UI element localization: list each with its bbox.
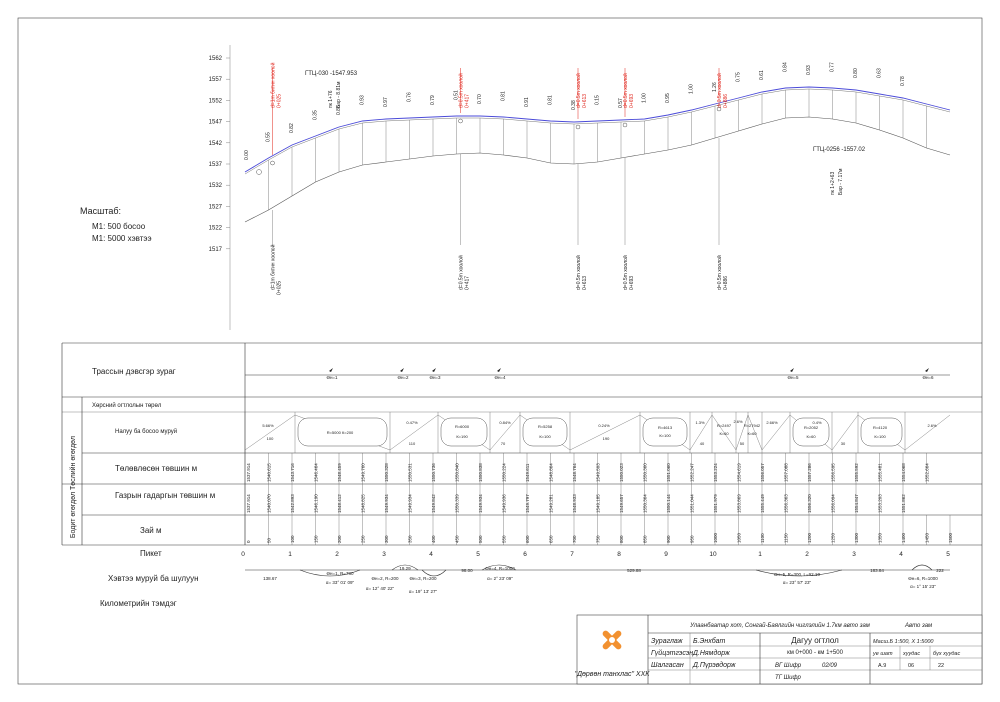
distance-value: 600 [525,535,530,543]
route-direction-mark [925,368,929,372]
distance-value: 300 [384,535,389,543]
distance-value: 150 [313,535,319,543]
logo-center [609,637,615,643]
ground-elevation-value: 1549.842 [431,494,436,513]
depth-label: 0.93 [359,95,366,105]
culvert-station-top: 0+025 [276,93,283,108]
design-elevation-value: 1557.286 [807,463,812,482]
elevation-tick-label: 1517 [208,246,222,253]
distance-value: 1350 [877,532,883,543]
ground-elevation-value: 1549.934 [478,494,483,513]
route-direction-mark [790,368,794,372]
design-elevation-row [245,453,930,484]
slope-value: R=5000 К=200 [326,430,354,435]
sheet-frame [18,18,982,684]
culvert-pipe [576,125,580,129]
row-label-curves: Хэвтээ муруй ба шулуун [108,574,199,583]
ground-elevation-value: 1549.797 [525,494,530,513]
vertical-curve [861,418,902,446]
ground-elevation-value: 1550.339 [454,494,460,513]
slope-value: R=6000 [454,424,470,429]
route-direction-mark [432,368,436,372]
sheet-label-2: ТГ Шифр [775,675,801,681]
design-elevation-value: 1548.764 [572,463,577,482]
elevation-tick-label: 1562 [208,56,222,62]
ground-elevation-value: 1548.825 [360,494,366,513]
slope-value: 5.66% [262,423,274,428]
distance-value: 1450 [924,532,930,543]
culvert-label-bottom: d=0.5m хоолой [458,255,465,290]
picket-label: 10 [709,551,717,558]
benchmark-1: ГТЦ-030 -1547.953 [305,71,358,77]
depth-label: 0.78 [900,76,906,86]
slope-value: 2.6% [733,419,743,424]
elevation-tick-label: 1522 [208,225,222,232]
slope-value: R=5258 [537,424,553,429]
depth-label: 0.82 [289,123,295,133]
scale-text: Масш.Б 1:500, Х 1:5000 [873,639,934,645]
ground-elevation-value: 1550.144 [666,494,671,513]
slope-value: К=60 [806,434,816,439]
culvert-label-top: d=0.5m хоолой [576,73,582,108]
design-elevation-value: 1550.224 [501,463,507,482]
distance-value: 950 [689,535,695,543]
ground-elevation-value: 1548.412 [337,494,342,513]
design-elevation-value: 1550.360 [642,463,648,482]
picket-label: 1 [288,551,292,558]
depth-label: 0.81 [547,95,554,105]
slope-value: 30 [840,441,846,446]
scale-vertical: М1: 500 босоо [92,222,146,231]
distance-value: 1000 [713,532,718,543]
route-mark-label: Өн=5 [787,375,799,380]
slope-value: 0.47% [406,420,418,425]
col-val-3: 22 [938,663,945,669]
distance-value: 400 [431,535,436,543]
elevation-tick-label: 1532 [208,183,222,190]
curve-text: 183.84 [870,568,884,573]
vertical-curve [643,418,687,446]
curve-text: Өн=5, R=300, L=92.10 [774,572,820,577]
slope-value: К=100 [659,433,671,438]
distance-value: 1250 [830,532,836,543]
slope-diagonal [245,415,295,450]
title-block [575,615,982,684]
name-1: Б.Энхбат [693,638,726,645]
row-label-slope: Налуу ба босоо муруй [115,429,178,435]
slope-value: К=190 [456,434,468,439]
route-mark-label: Өн=2 [397,375,409,380]
culvert-label-bottom: d=0.5m хоолой [623,255,629,290]
vertical-curve [523,418,567,446]
distance-value: 1050 [736,532,742,543]
picket-label: 9 [664,551,668,558]
distance-value: 800 [619,535,624,543]
ground-elevation-value: 1542.893 [290,494,295,513]
depth-label: 0.76 [406,92,413,102]
peg-label-2b: Бар - 7.17м [838,168,844,195]
group-label-design: Төслийн өгөгдөл [70,435,77,491]
picket-label: 3 [382,551,386,558]
culvert-label-top: d=0.5m хоолой [458,73,465,108]
distance-value: 1200 [807,532,812,543]
design-elevation-value: 1550.736 [431,463,436,482]
depth-label: 0.00 [244,150,250,160]
curve-text: Өн=6, R=1000 [908,576,938,581]
ground-elevation-value: 1556.363 [783,494,789,513]
group-label-base: Бодит өгөгдөл [70,491,77,539]
design-elevation-value: 1552.664 [924,463,930,482]
vertical-curve [441,418,487,446]
depth-label: 0.55 [265,132,272,142]
horizontal-curve [912,565,932,570]
design-elevation-value: 1550.838 [478,463,483,482]
slope-value: R=27942 [743,423,761,428]
ground-elevation-value: 1555.449 [760,494,765,513]
design-elevation-value: 1549.760 [360,463,366,482]
name-3: Д.Пүрэвдорж [693,662,736,669]
curve-text: 529.88 [627,568,641,573]
culvert-station-bottom: 0+886 [723,275,729,290]
benchmark-2: ГТЦ-0256 -1557.02 [813,147,866,153]
depth-label: 0.57 [618,98,624,108]
distance-value: 900 [666,535,671,543]
design-elevation-value: 1554.619 [736,463,742,482]
picket-label: 5 [476,551,480,558]
distance-row [245,515,953,545]
distance-value: 1500 [948,532,953,543]
slope-value: 0.4% [812,420,822,425]
design-elevation-value: 1555.592 [854,463,859,482]
depth-label: 0.77 [829,62,836,72]
curve-text: Өн=1, R=780 [326,571,354,576]
distance-value: 550 [501,535,507,543]
depth-label: 0.86 [336,105,342,115]
culvert-label-top: d=0.5m хоолой [717,73,723,108]
depth-label: 0.75 [735,72,742,82]
picket-label: 1 [758,551,762,558]
col-head-1: уе шат [873,651,893,657]
slope-diagonal [905,415,950,450]
role-3: Шалгасан [651,662,684,669]
depth-label: 0.79 [430,95,436,105]
elevation-tick-label: 1542 [208,140,222,147]
distance-value: 500 [478,535,483,543]
elevation-tick-label: 1537 [208,162,222,168]
ground-elevation-value: 1549.281 [548,494,554,513]
distance-value: 650 [548,535,554,543]
slope-value: 100 [266,436,274,441]
profile-drawing [244,62,950,295]
distance-value: 50 [266,537,272,543]
picket-label: 7 [570,551,574,558]
distance-value: 1400 [901,532,906,543]
col-val-2: 06 [908,663,915,669]
picket-label: 8 [617,551,621,558]
depth-label: 0.84 [782,62,789,72]
design-elevation-value: 1550.531 [407,463,413,482]
ground-elevation-value: 1551.862 [901,494,906,513]
depth-label: 0.95 [665,93,671,103]
route-direction-mark [497,368,501,372]
ground-elevation-value: 1549.936 [501,494,507,513]
slope-value: 70 [500,441,506,446]
depth-label: 0.80 [853,68,859,78]
culvert-station-top: 0+693 [629,93,635,108]
ground-elevation-value: 1537.914 [246,494,251,513]
culvert-station-bottom: 0+693 [629,275,635,290]
distance-value: 1300 [854,532,859,543]
picket-row [241,551,950,558]
culvert-pipe [271,161,275,165]
slope-value: К=100 [539,434,551,439]
distance-value: 1150 [783,533,789,543]
design-elevation-value: 1552.247 [689,463,695,482]
picket-label: 5 [946,551,950,558]
curve-text: 138.67 [263,576,277,581]
distance-value: 700 [572,535,577,543]
curve-text: α= 2° 23' 09" [487,576,513,581]
row-label-distance: Зай м [140,526,162,535]
ground-elevation-value: 1553.869 [736,494,742,513]
distance-value: 450 [454,535,460,543]
slope-value: К=60 [747,431,757,436]
ground-elevation-value: 1550.364 [642,494,648,513]
distance-value: 100 [290,535,295,543]
design-elevation-value: 1540.615 [266,463,272,482]
culvert-label-bottom: d=0.5m хоолой [576,255,582,290]
design-elevation-value: 1549.503 [595,463,601,482]
ground-elevation-value: 1549.657 [619,494,624,513]
culvert-pipe [623,123,627,127]
picket-label: 4 [429,551,433,558]
elevation-tick-label: 1552 [208,98,222,105]
slope-value: 0.24% [598,423,610,428]
slope-diagonal [570,415,640,450]
curve-row [245,565,950,594]
depth-label: 0.35 [312,110,319,120]
slope-value: 110 [408,441,416,446]
design-elevation-value: 1554.068 [901,463,906,482]
ground-elevation-value: 1548.933 [572,494,577,513]
picket-label: 0 [241,551,245,558]
depth-label: 0.93 [806,65,812,75]
culvert-label-bottom: d=1m битин хоолой [270,244,277,290]
curve-text: Өн=2, R=200 [371,576,399,581]
culvert-label-top: d=0.5m хоолой [623,73,629,108]
ground-elevation-value: 1546.190 [313,494,319,513]
design-elevation-value: 1543.716 [290,463,295,482]
peg-label-1b: Бар - 8.81м [336,81,342,108]
slope-value: 50 [739,441,745,446]
depth-label: 1.00 [641,93,648,103]
name-2: Д.Нямдорж [693,650,730,657]
picket-label: 6 [523,551,527,558]
slope-value: R=2052 [803,425,819,430]
route-mark-label: Өн=1 [326,375,338,380]
route-mark-label: Өн=3 [429,375,441,380]
depth-label: 1.00 [688,84,695,94]
elevation-axis [209,45,230,330]
elevation-tick-label: 1527 [208,204,222,211]
depth-label: 0.38 [571,100,577,110]
project-right: Авто зам [905,623,933,629]
design-elevation-value: 1555.481 [877,463,883,482]
ground-elevation-value: 1551.979 [713,494,718,513]
elevation-tick-label: 1547 [208,119,222,126]
ground-elevation-row [245,484,906,515]
culvert-pipe [459,119,463,123]
distance-value: 350 [407,535,413,543]
depth-label: 0.61 [759,70,765,80]
culvert-station-bottom: 0+025 [276,280,283,295]
ground-elevation-value: 1556.094 [830,494,836,513]
curve-text: 222 [936,568,944,573]
curve-text: 98.00 [461,568,473,573]
curve-text: α= 33° 01' 09" [325,580,355,585]
picket-label: 3 [852,551,856,558]
design-elevation-value: 1551.060 [666,463,671,482]
depth-label: 0.97 [383,97,389,107]
route-mark-label: Өн=4 [494,375,506,380]
slope-value: 40 [699,441,705,446]
culvert-station-bottom: 0+417 [464,275,471,290]
culvert-station-top: 0+613 [582,93,588,108]
slope-value: К=100 [874,434,886,439]
curve-text: 19.29 [399,566,411,571]
peg-label-2: пк 1+2+63 [830,171,836,195]
distance-value: 1100 [760,533,765,543]
col-head-2: хуудас [903,651,921,657]
route-direction-mark [329,368,333,372]
design-elevation-value: 1550.840 [454,463,460,482]
slope-value: R=4120 [872,425,888,430]
role-1: Зураглаж [651,638,683,645]
picket-label: 2 [805,551,809,558]
design-elevation-value: 1548.459 [337,463,342,482]
ground-elevation-value: 1549.185 [595,494,601,513]
picket-label: 2 [335,551,339,558]
row-label-picket: Пикет [140,549,162,558]
ground-elevation-value: 1556.320 [807,494,812,513]
drawing-range: км 0+000 - км 1+500 [787,650,843,656]
curve-text: α= 12° 40' 22" [365,586,395,591]
slope-value: 1.3% [695,420,705,425]
slope-row [245,412,950,453]
sheet-code: 02/09 [822,663,838,669]
culvert-station-top: 0+886 [723,93,729,108]
slope-value: К=60 [719,431,729,436]
depth-label: 0.51 [453,90,460,100]
design-elevation-value: 1548.864 [548,463,554,482]
route-plan-row [245,368,950,380]
design-elevation-value: 1537.914 [246,463,251,482]
route-direction-mark [400,368,404,372]
culvert-label-bottom: d=0.5m хоолой [717,255,723,290]
scale-horizontal: М1: 5000 хэвтээ [92,234,152,243]
row-label-ground-elev: Газрын гадаргын төвшин м [115,491,216,500]
design-elevation-value: 1550.023 [619,463,624,482]
ground-elevation-value: 1549.934 [384,494,389,513]
design-elevation-value: 1546.464 [313,463,319,482]
slope-value: 2.6% [927,423,937,428]
start-marker [257,170,262,175]
depth-label: 1.26 [712,82,718,92]
row-label-design-elev: Төлөвлөсөн төвшин м [115,464,198,473]
design-elevation-value: 1556.057 [760,463,765,482]
design-elevation-value: 1550.328 [384,463,389,482]
slope-value: 190 [602,436,610,441]
row-label-soil: Хөрсний огтлолын төрөл [92,403,162,409]
depth-label: 0.63 [876,68,883,78]
col-head-3: бүх хуудас [933,651,961,657]
culvert-station-top: 0+417 [464,93,471,108]
ground-elevation-value: 1553.203 [877,494,883,513]
distance-value: 250 [360,535,366,543]
design-elevation-value: 1556.595 [830,463,836,482]
design-elevation-value: 1557.088 [783,463,789,482]
curve-text: Өн=3, R=200 [409,576,437,581]
culvert-label-top: d=1m битин хоолой [270,62,277,108]
slope-value: 2.66% [766,420,778,425]
picket-label: 4 [899,551,903,558]
elevation-tick-label: 1557 [208,77,222,84]
culvert-station-bottom: 0+613 [582,275,588,290]
distance-value: 750 [595,535,601,543]
slope-value: R=2497 [716,423,732,428]
vertical-curve [793,418,829,446]
project-name: Улаанбаатар хот, Сонгай-Баялгийн чиглэлийн 1.7км авто зам [690,623,870,629]
depth-label: 0.15 [594,95,601,105]
curve-text: α= 19° 13' 27" [408,589,438,594]
ground-elevation-value: 1554.847 [854,494,859,513]
curve-text: Өн=4, R=1000 [485,566,515,571]
role-2: Гүйцэтгэсэн [651,650,694,657]
ground-elevation-value: 1540.070 [266,494,272,513]
ground-elevation-value: 1551.044 [689,494,695,513]
depth-label: 0.81 [500,91,507,101]
slope-value: R=4613 [657,425,673,430]
row-label-route-plan: Трассын дэвсгэр зураг [92,367,176,376]
distance-value: 850 [642,535,648,543]
peg-label-1: пк 1+76 [328,90,334,108]
design-elevation-value: 1549.611 [525,463,530,482]
distance-value: 200 [337,535,342,543]
curve-text: α= 23° 57' 23" [782,580,812,585]
slope-value: 0.84% [499,420,511,425]
company-name: "Дөрвөн танхлас" ХХК [574,671,650,678]
depth-label: 0.91 [524,97,530,107]
row-label-km: Километрийн тэмдэг [100,599,177,608]
col-val-1: А.9 [878,663,887,669]
design-elevation-value: 1553.224 [713,463,718,482]
ground-elevation-value: 1549.934 [407,494,413,513]
scale-title: Масштаб: [80,206,122,216]
depth-label: 0.70 [477,94,483,104]
route-mark-label: Өн=6 [922,375,934,380]
distance-value: 0 [246,540,251,543]
curve-text: α= 1° 15' 23" [910,584,936,589]
sheet-label: ВГ Шифр [775,663,802,669]
drawing-title: Дагуу огтлол [791,636,839,645]
